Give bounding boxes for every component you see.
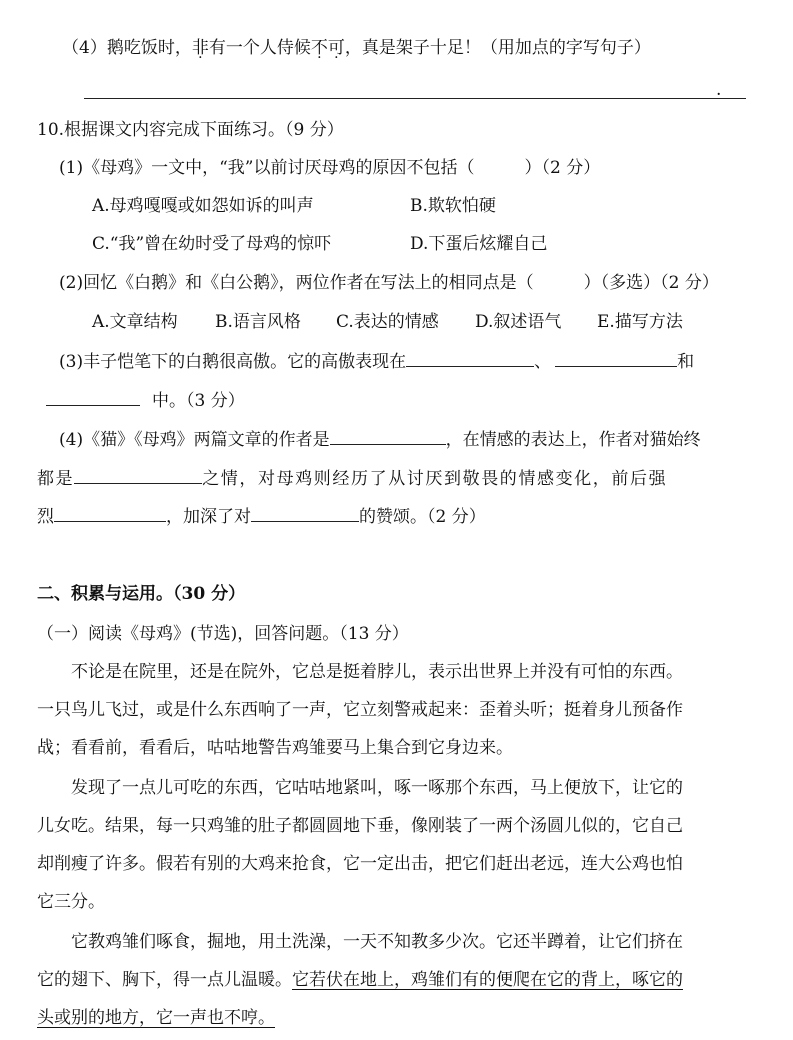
passage-line: 发现了一点儿可吃的东西，它咕咕地紧叫，啄一啄那个东西，马上便放下，让它的: [71, 778, 683, 798]
dotted-char: 非: [191, 38, 209, 58]
dotted-char: 不: [310, 38, 328, 58]
answer-blank[interactable]: [330, 426, 446, 445]
answer-blank[interactable]: [46, 387, 140, 406]
underlined-sentence: 头或别的地方，它一声也不哼。: [37, 1008, 275, 1028]
answer-blank[interactable]: [74, 465, 202, 484]
passage-line: 不论是在院里，还是在院外，它总是挺着脖儿，表示出世界上并没有可怕的东西。: [71, 662, 683, 682]
q10-4-line3: 烈 ，加深了对 的赞颂。（2 分）: [37, 503, 486, 529]
q10-1-option-c[interactable]: C.“我”曾在幼时受了母鸡的惊吓: [92, 234, 332, 254]
q10-2-option-b[interactable]: B.语言风格: [215, 312, 301, 332]
q10-2-option-a[interactable]: A.文章结构: [92, 312, 178, 332]
q10-title: 10.根据课文内容完成下面练习。（9 分）: [37, 120, 344, 140]
passage-line: 它三分。: [37, 892, 105, 912]
q10-1-stem: (1)《母鸡》一文中，“我”以前讨厌母鸡的原因不包括（ ）（2 分）: [59, 158, 601, 178]
underlined-sentence: 它若伏在地上，鸡雏们有的便爬在它的背上，啄它的: [292, 970, 683, 990]
passage-line: 战；看看前，看看后，咕咕地警告鸡雏要马上集合到它身边来。: [37, 738, 513, 758]
q9-4-line: （4）鹅吃饭时，非有一个人侍候不可，真是架子十足！（用加点的字写句子）: [62, 38, 651, 58]
q10-2-option-e[interactable]: E.描写方法: [597, 312, 683, 332]
section-2-title: 二、积累与运用。（30 分）: [37, 584, 246, 604]
passage-line: 它的翅下、胸下，得一点儿温暖。它若伏在地上，鸡雏们有的便爬在它的背上，啄它的: [37, 970, 683, 990]
q10-4-line1: (4)《猫》《母鸡》两篇文章的作者是 ，在情感的表达上，作者对猫始终: [59, 426, 701, 452]
answer-period: .: [716, 80, 722, 100]
q10-1-option-d[interactable]: D.下蛋后炫耀自己: [410, 234, 548, 254]
answer-blank[interactable]: [555, 348, 677, 367]
section-2-subtitle: （一）阅读《母鸡》(节选)，回答问题。（13 分）: [37, 624, 409, 644]
q10-2-stem: (2)回忆《白鹅》和《白公鹅》，两位作者在写法上的相同点是（ ）（多选）（2 分）: [59, 273, 719, 293]
q10-4-line2: 都是 之情，对母鸡则经历了从讨厌到敬畏的情感变化，前后强: [37, 465, 667, 491]
answer-blank[interactable]: [251, 503, 359, 522]
q9-4-answer-line[interactable]: [84, 78, 746, 99]
passage-line: 儿女吃。结果，每一只鸡雏的肚子都圆圆地下垂，像刚装了一两个汤圆儿似的，它自己: [37, 816, 683, 836]
answer-blank[interactable]: [54, 503, 166, 522]
q10-1-option-b[interactable]: B.欺软怕硬: [410, 196, 496, 216]
passage-line: 却削瘦了许多。假若有别的大鸡来抢食，它一定出击，把它们赶出老远，连大公鸡也怕: [37, 854, 683, 874]
q10-2-option-c[interactable]: C.表达的情感: [336, 312, 439, 332]
dotted-char: 可: [327, 38, 345, 58]
passage-line: 一只鸟儿飞过，或是什么东西响了一声，它立刻警戒起来：歪着头听；挺着身儿预备作: [37, 700, 683, 720]
passage-line: 它教鸡雏们啄食，掘地，用土洗澡，一天不知教多少次。它还半蹲着，让它们挤在: [71, 932, 683, 952]
q10-3-line2: 中。（3 分）: [46, 387, 245, 413]
q10-3-line1: (3)丰子恺笔下的白鹅很高傲。它的高傲表现在 、 和: [59, 348, 694, 374]
answer-blank[interactable]: [406, 348, 534, 367]
q10-2-option-d[interactable]: D.叙述语气: [475, 312, 562, 332]
q10-1-option-a[interactable]: A.母鸡嘎嘎或如怨如诉的叫声: [92, 196, 314, 216]
